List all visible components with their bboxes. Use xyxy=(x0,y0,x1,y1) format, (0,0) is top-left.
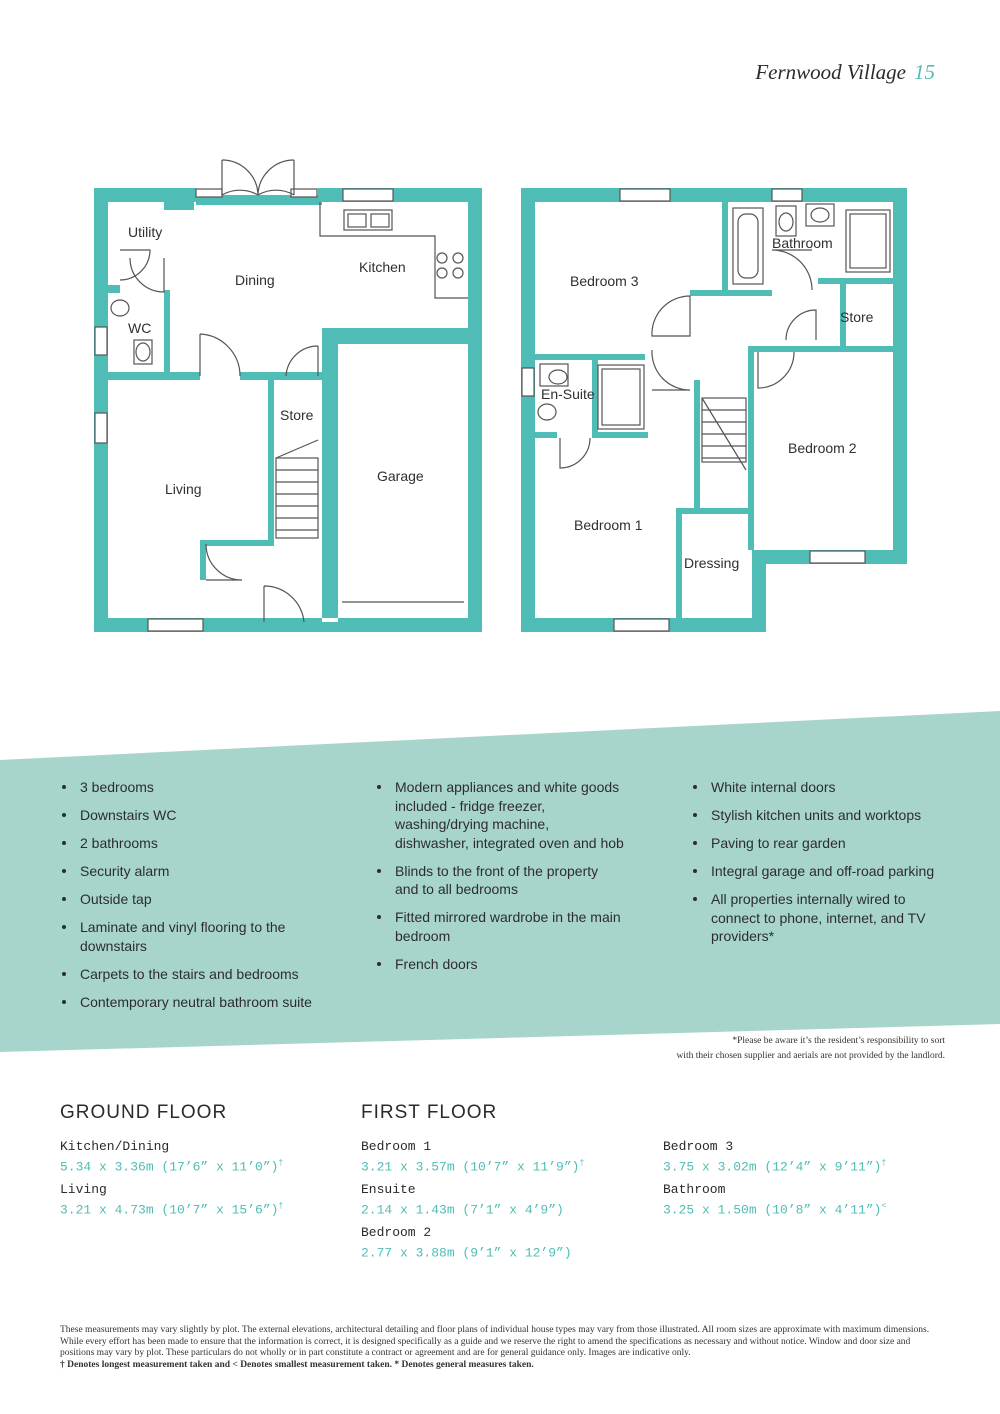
development-title: Fernwood Village xyxy=(755,60,906,84)
room-label-utility: Utility xyxy=(128,224,163,240)
room-label-wc: WC xyxy=(128,320,152,336)
room-name: Bedroom 3 xyxy=(663,1139,734,1154)
room-label-dining: Dining xyxy=(235,272,275,288)
feature-item: Stylish kitchen units and worktops xyxy=(691,806,951,825)
room-name: Bedroom 1 xyxy=(361,1139,432,1154)
feature-item: Paving to rear garden xyxy=(691,834,951,853)
room-spec-living xyxy=(60,1181,283,1218)
room-label-living: Living xyxy=(165,481,202,497)
measure-mark: † xyxy=(579,1159,585,1168)
features-column-1 xyxy=(60,778,340,1021)
room-spec-kitchen-dining xyxy=(60,1138,283,1175)
features-column-2 xyxy=(375,778,625,983)
feature-item: Fitted mirrored wardrobe in the main bedroom xyxy=(375,908,625,945)
room-label-bedroom1: Bedroom 1 xyxy=(574,517,643,533)
feature-item: Laminate and vinyl flooring to the downstairs xyxy=(60,918,340,955)
page-number: 15 xyxy=(914,60,935,84)
room-label-garage: Garage xyxy=(377,468,424,484)
measure-mark: † xyxy=(881,1159,887,1168)
features-column-3 xyxy=(691,778,951,955)
room-spec-ensuite xyxy=(361,1181,564,1218)
room-dims: 3.21 x 3.57m (10’7” x 11’9”) xyxy=(361,1159,580,1175)
disclaimer-note: † Denotes longest measurement taken and < Denotes smallest measurement taken. * Denotes general measures taken. xyxy=(60,1359,534,1370)
feature-item: Contemporary neutral bathroom suite xyxy=(60,993,340,1012)
measure-mark: † xyxy=(278,1159,284,1168)
room-label-bedroom3: Bedroom 3 xyxy=(570,273,639,289)
feature-item: Security alarm xyxy=(60,862,340,881)
feature-item: Carpets to the stairs and bedrooms xyxy=(60,965,340,984)
room-spec-bathroom xyxy=(663,1181,886,1218)
room-label-store: Store xyxy=(280,407,314,423)
ground-floor-title: GROUND FLOOR xyxy=(60,1102,228,1123)
feature-item: Downstairs WC xyxy=(60,806,340,825)
feature-item: 3 bedrooms xyxy=(60,778,340,797)
feature-item: Blinds to the front of the property and to all bedrooms xyxy=(375,862,625,899)
room-name: Ensuite xyxy=(361,1182,416,1197)
room-label-store-first: Store xyxy=(840,309,874,325)
disclaimer-text: These measurements may vary slightly by plot. The external elevations, architectural detailing and floor plans of individual house types may vary from those illustrated. All room sizes are approximate with maximum dimensions. While every effort has been made to ensure that the information is correct, it is designed specifically as a guide and we reserve the right to amend the specifications as necessary and without notice. Window and door size and positions may vary by plot. These particulars do not wholly or in part constitute a contract or agreement and are for general guidance only. Images are indicative only. xyxy=(60,1325,930,1358)
room-label-ensuite: En-Suite xyxy=(541,386,595,402)
room-name: Kitchen/Dining xyxy=(60,1139,170,1154)
footnote-line: with their chosen supplier and aerials are not provided by the landlord. xyxy=(676,1051,945,1061)
feature-item: Integral garage and off-road parking xyxy=(691,862,951,881)
room-dims: 3.25 x 1.50m (10’8” x 4’11”) xyxy=(663,1202,882,1218)
room-name: Bathroom xyxy=(663,1182,726,1197)
footnote-line: *Please be aware it’s the resident’s responsibility to sort xyxy=(732,1036,945,1046)
room-dims: 5.34 x 3.36m (17’6” x 11’0”) xyxy=(60,1159,279,1175)
room-dims: 2.77 x 3.88m (9’1” x 12’9”) xyxy=(361,1245,572,1261)
feature-item: 2 bathrooms xyxy=(60,834,340,853)
room-dims: 3.21 x 4.73m (10’7” x 15’6”) xyxy=(60,1202,279,1218)
feature-item: White internal doors xyxy=(691,778,951,797)
feature-item: Outside tap xyxy=(60,890,340,909)
feature-item: All properties internally wired to connect to phone, internet, and TV providers* xyxy=(691,890,951,946)
first-floor-title: FIRST FLOOR xyxy=(361,1102,498,1123)
resident-footnote xyxy=(645,1034,945,1064)
room-dims: 3.75 x 3.02m (12’4” x 9’11”) xyxy=(663,1159,882,1175)
room-label-dressing: Dressing xyxy=(684,555,740,571)
measure-mark: < xyxy=(881,1202,887,1211)
disclaimer xyxy=(60,1325,940,1371)
room-spec-bedroom1 xyxy=(361,1138,584,1175)
feature-item: French doors xyxy=(375,955,625,974)
room-spec-bedroom3 xyxy=(663,1138,886,1175)
measure-mark: † xyxy=(278,1202,284,1211)
room-label-kitchen: Kitchen xyxy=(359,259,406,275)
room-dims: 2.14 x 1.43m (7’1” x 4’9”) xyxy=(361,1202,564,1218)
room-name: Bedroom 2 xyxy=(361,1225,432,1240)
room-spec-bedroom2 xyxy=(361,1224,572,1261)
feature-item: Modern appliances and white goods included - fridge freezer, washing/drying machine, dishwasher, integrated oven and hob xyxy=(375,778,625,852)
room-label-bedroom2: Bedroom 2 xyxy=(788,440,857,456)
room-name: Living xyxy=(60,1182,107,1197)
room-label-bathroom: Bathroom xyxy=(772,235,833,251)
